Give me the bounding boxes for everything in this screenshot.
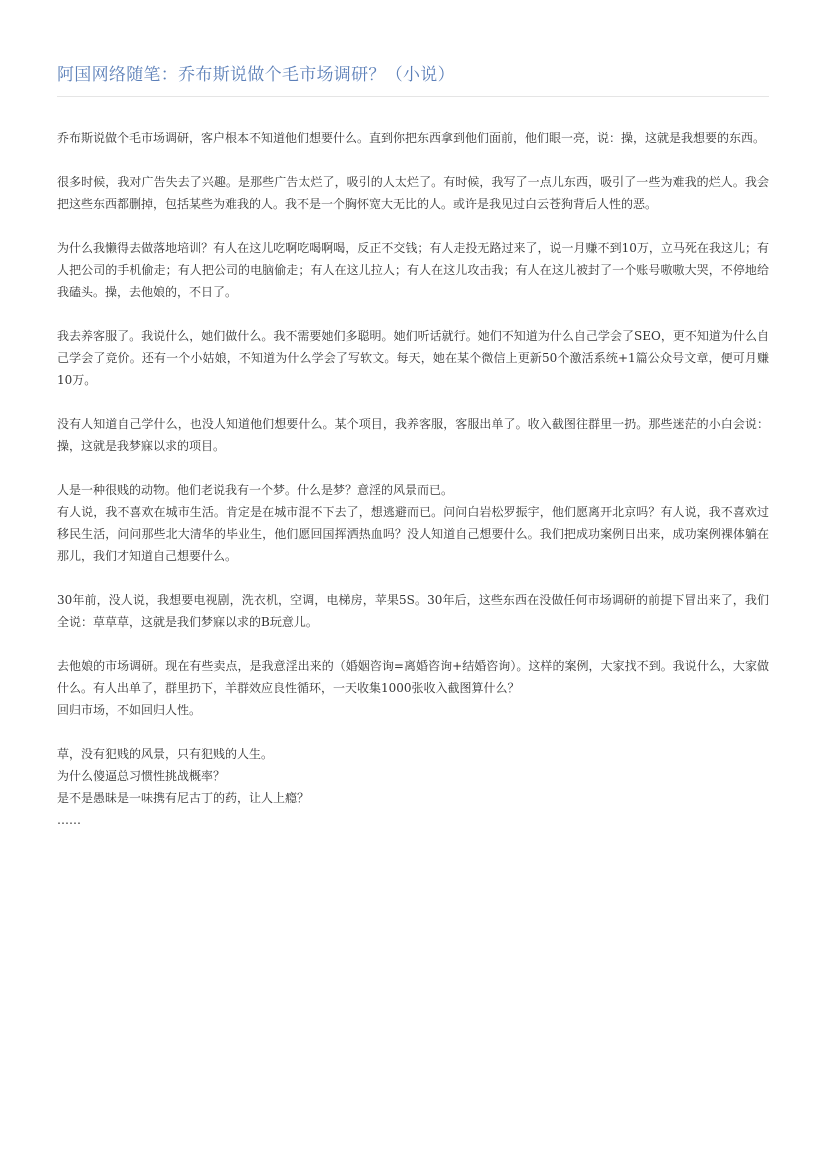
paragraph-line: 为什么我懒得去做落地培训？有人在这儿吃啊吃喝啊喝，反正不交钱；有人走投无路过来了，说一月赚不到10万，立马死在我这儿；有人把公司的手机偷走；有人把公司的电脑偷走；有人在这儿拉人；有人在这儿攻击我；有人在这儿被封了一个账号嗷嗷大哭，不停地给我磕头。操，去他娘的，不日了。	[57, 241, 769, 299]
article-body	[57, 127, 769, 831]
title-divider	[57, 96, 769, 97]
paragraph-5	[57, 413, 769, 457]
paragraph-7	[57, 589, 769, 633]
paragraph-line: 去他娘的市场调研。现在有些卖点，是我意淫出来的（婚姻咨询=离婚咨询+结婚咨询）。这样的案例，大家找不到。我说什么，大家做什么。有人出单了，群里扔下，羊群效应良性循环，一天收集1000张收入截图算什么？	[57, 659, 769, 695]
paragraph-line: ……	[57, 813, 81, 827]
paragraph-8	[57, 655, 769, 721]
paragraph-1	[57, 127, 769, 149]
paragraph-line: 草，没有犯贱的风景，只有犯贱的人生。	[57, 747, 274, 761]
paragraph-line: 30年前，没人说，我想要电视剧，洗衣机，空调，电梯房，苹果5S。30年后，这些东西在没做任何市场调研的前提下冒出来了，我们全说：草草草，这就是我们梦寐以求的B玩意儿。	[57, 593, 769, 629]
paragraph-3	[57, 237, 769, 303]
paragraph-9	[57, 743, 769, 831]
paragraph-4	[57, 325, 769, 391]
paragraph-line: 没有人知道自己学什么，也没人知道他们想要什么。某个项目，我养客服，客服出单了。收入截图往群里一扔。那些迷茫的小白会说：操，这就是我梦寐以求的项目。	[57, 417, 769, 453]
paragraph-line: 是不是愚昧是一味携有尼古丁的药，让人上瘾？	[57, 791, 310, 805]
paragraph-line: 乔布斯说做个毛市场调研，客户根本不知道他们想要什么。直到你把东西拿到他们面前，他们眼一亮，说：操，这就是我想要的东西。	[57, 131, 766, 145]
document-page	[57, 0, 769, 853]
paragraph-line: 回归市场，不如回归人性。	[57, 703, 202, 717]
paragraph-line: 很多时候，我对广告失去了兴趣。是那些广告太烂了，吸引的人太烂了。有时候，我写了一点儿东西，吸引了一些为难我的烂人。我会把这些东西都删掉，包括某些为难我的人。我不是一个胸怀宽大无比的人。或许是我见过白云苍狗背后人性的恶。	[57, 175, 769, 211]
paragraph-2	[57, 171, 769, 215]
paragraph-6	[57, 479, 769, 567]
article-title: 阿国网络随笔：乔布斯说做个毛市场调研？（小说）	[57, 65, 455, 85]
paragraph-line: 有人说，我不喜欢在城市生活。肯定是在城市混不下去了，想逃避而已。问问白岩松罗振宇，他们愿离开北京吗？有人说，我不喜欢过移民生活，问问那些北大清华的毕业生，他们愿回国挥洒热血吗？没人知道自己想要什么。我们把成功案例日出来，成功案例裸体躺在那儿，我们才知道自己想要什么。	[57, 505, 769, 563]
paragraph-line: 为什么傻逼总习惯性挑战概率？	[57, 769, 226, 783]
paragraph-line: 人是一种很贱的动物。他们老说我有一个梦。什么是梦？意淫的风景而已。	[57, 483, 454, 497]
paragraph-line: 我去养客服了。我说什么，她们做什么。我不需要她们多聪明。她们听话就行。她们不知道为什么自己学会了SEO，更不知道为什么自己学会了竞价。还有一个小姑娘，不知道为什么学会了写软文。每天，她在某个微信上更新50个激活系统+1篇公众号文章，便可月赚10万。	[57, 329, 769, 387]
